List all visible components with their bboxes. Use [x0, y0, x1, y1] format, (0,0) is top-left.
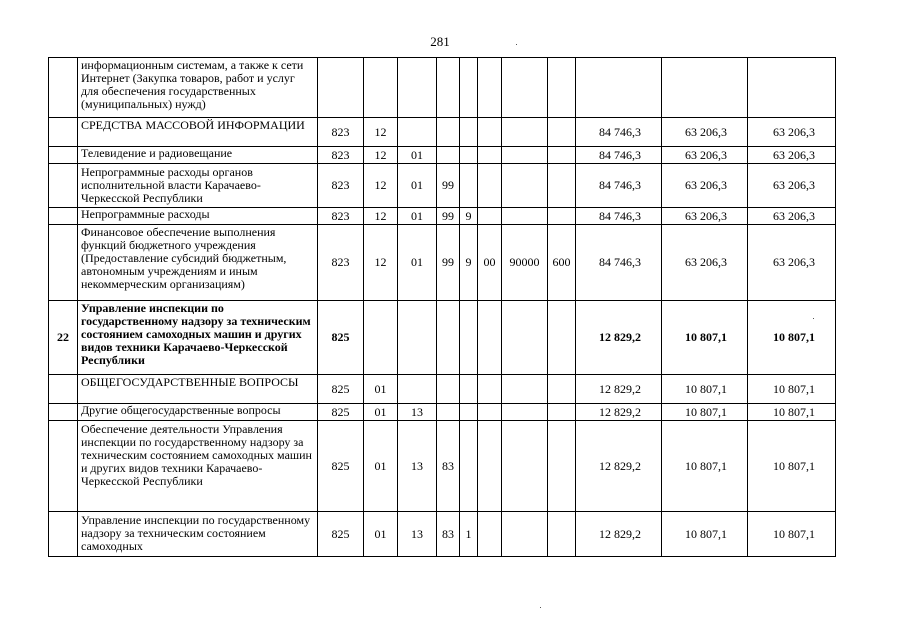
vr-code — [548, 301, 576, 375]
rz-code: 12 — [364, 164, 398, 208]
ved-code — [318, 58, 364, 118]
rz-code: 12 — [364, 225, 398, 301]
ved-code: 823 — [318, 208, 364, 225]
subprogram-code: 9 — [460, 225, 478, 301]
amount-year-1: 12 829,2 — [576, 404, 662, 421]
table-row — [49, 512, 836, 557]
rz-code: 12 — [364, 118, 398, 147]
table-row — [49, 147, 836, 164]
vr-code: 600 — [548, 225, 576, 301]
pr-code: 13 — [398, 404, 437, 421]
vr-code — [548, 208, 576, 225]
vr-code — [548, 147, 576, 164]
ved-code: 823 — [318, 225, 364, 301]
amount-year-2: 10 807,1 — [662, 404, 748, 421]
rz-code: 12 — [364, 147, 398, 164]
program-code — [437, 118, 460, 147]
amount-year-2: 10 807,1 — [662, 512, 748, 557]
ved-code: 823 — [318, 164, 364, 208]
subprogram-code — [460, 118, 478, 147]
subprogram-code: 9 — [460, 208, 478, 225]
vr-code — [548, 58, 576, 118]
direction-code — [502, 375, 548, 404]
amount-year-3: 10 807,1 — [748, 404, 836, 421]
rz-code: 01 — [364, 404, 398, 421]
amount-year-2: 63 206,3 — [662, 225, 748, 301]
item-name: Управление инспекции по государственному надзору за техническим состоянием самоходных машин и других видов техники Карачаево-Черкесской Республики — [78, 301, 318, 375]
amount-year-2 — [662, 58, 748, 118]
amount-year-2: 63 206,3 — [662, 164, 748, 208]
pr-code: 01 — [398, 208, 437, 225]
activity-code: 00 — [478, 225, 502, 301]
rz-code: 01 — [364, 375, 398, 404]
amount-year-2: 10 807,1 — [662, 301, 748, 375]
table-row — [49, 208, 836, 225]
row-number — [49, 164, 78, 208]
amount-year-2: 10 807,1 — [662, 421, 748, 512]
activity-code — [478, 512, 502, 557]
ved-code: 825 — [318, 404, 364, 421]
rz-code: 01 — [364, 421, 398, 512]
amount-year-3: 63 206,3 — [748, 225, 836, 301]
ved-code: 823 — [318, 147, 364, 164]
pr-code: 01 — [398, 147, 437, 164]
amount-year-1: 84 746,3 — [576, 208, 662, 225]
program-code: 99 — [437, 164, 460, 208]
table-row — [49, 301, 836, 375]
row-number — [49, 421, 78, 512]
amount-year-1: 84 746,3 — [576, 147, 662, 164]
program-code: 83 — [437, 421, 460, 512]
item-name: ОБЩЕГОСУДАРСТВЕННЫЕ ВОПРОСЫ — [78, 375, 318, 404]
direction-code — [502, 147, 548, 164]
amount-year-3: 10 807,1 — [748, 375, 836, 404]
activity-code — [478, 118, 502, 147]
row-number — [49, 404, 78, 421]
item-name: Управление инспекции по государственному надзору за техническим состоянием самоходных — [78, 512, 318, 557]
amount-year-3: 63 206,3 — [748, 147, 836, 164]
table-row — [49, 164, 836, 208]
table-row — [49, 404, 836, 421]
direction-code: 90000 — [502, 225, 548, 301]
subprogram-code — [460, 58, 478, 118]
rz-code: 12 — [364, 208, 398, 225]
amount-year-1: 84 746,3 — [576, 164, 662, 208]
amount-year-3: 10 807,1 — [748, 421, 836, 512]
item-name: Телевидение и радиовещание — [78, 147, 318, 164]
amount-year-3: 63 206,3 — [748, 118, 836, 147]
vr-code — [548, 512, 576, 557]
pr-code: 01 — [398, 225, 437, 301]
row-number — [49, 375, 78, 404]
pr-code — [398, 58, 437, 118]
program-code: 83 — [437, 512, 460, 557]
row-number — [49, 58, 78, 118]
program-code — [437, 58, 460, 118]
activity-code — [478, 208, 502, 225]
subprogram-code — [460, 164, 478, 208]
amount-year-2: 63 206,3 — [662, 208, 748, 225]
amount-year-1: 12 829,2 — [576, 421, 662, 512]
activity-code — [478, 404, 502, 421]
direction-code — [502, 164, 548, 208]
amount-year-3 — [748, 58, 836, 118]
activity-code — [478, 164, 502, 208]
amount-year-1: 84 746,3 — [576, 118, 662, 147]
activity-code — [478, 375, 502, 404]
item-name: Непрограммные расходы — [78, 208, 318, 225]
vr-code — [548, 375, 576, 404]
table-row — [49, 375, 836, 404]
row-number — [49, 208, 78, 225]
ved-code: 823 — [318, 118, 364, 147]
ved-code: 825 — [318, 421, 364, 512]
vr-code — [548, 118, 576, 147]
row-number — [49, 147, 78, 164]
amount-year-1: 12 829,2 — [576, 375, 662, 404]
rz-code — [364, 58, 398, 118]
direction-code — [502, 208, 548, 225]
row-number — [49, 225, 78, 301]
pr-code: 13 — [398, 512, 437, 557]
vr-code — [548, 421, 576, 512]
amount-year-1: 12 829,2 — [576, 512, 662, 557]
table-row — [49, 421, 836, 512]
pr-code — [398, 118, 437, 147]
amount-year-1: 12 829,2 — [576, 301, 662, 375]
program-code — [437, 147, 460, 164]
direction-code — [502, 404, 548, 421]
table-row — [49, 118, 836, 147]
amount-year-3: 63 206,3 — [748, 164, 836, 208]
vr-code — [548, 164, 576, 208]
activity-code — [478, 421, 502, 512]
pr-code: 13 — [398, 421, 437, 512]
scan-speck — [813, 318, 814, 319]
direction-code — [502, 421, 548, 512]
pr-code: 01 — [398, 164, 437, 208]
amount-year-2: 63 206,3 — [662, 118, 748, 147]
row-number — [49, 118, 78, 147]
row-number — [49, 512, 78, 557]
pr-code — [398, 301, 437, 375]
subprogram-code — [460, 404, 478, 421]
budget-table — [48, 57, 836, 557]
subprogram-code: 1 — [460, 512, 478, 557]
subprogram-code — [460, 147, 478, 164]
program-code: 99 — [437, 225, 460, 301]
amount-year-2: 63 206,3 — [662, 147, 748, 164]
activity-code — [478, 58, 502, 118]
direction-code — [502, 512, 548, 557]
scan-speck — [516, 44, 517, 45]
vr-code — [548, 404, 576, 421]
amount-year-3: 63 206,3 — [748, 208, 836, 225]
amount-year-2: 10 807,1 — [662, 375, 748, 404]
row-number: 22 — [49, 301, 78, 375]
item-name: Обеспечение деятельности Управления инспекции по государственному надзору за техническим состоянием самоходных машин и других видов техники Карачаево-Черкесской Республики — [78, 421, 318, 512]
rz-code — [364, 301, 398, 375]
item-name: СРЕДСТВА МАССОВОЙ ИНФОРМАЦИИ — [78, 118, 318, 147]
program-code — [437, 301, 460, 375]
program-code — [437, 404, 460, 421]
direction-code — [502, 301, 548, 375]
pr-code — [398, 375, 437, 404]
ved-code: 825 — [318, 375, 364, 404]
amount-year-3: 10 807,1 — [748, 301, 836, 375]
rz-code: 01 — [364, 512, 398, 557]
table-row — [49, 58, 836, 118]
amount-year-3: 10 807,1 — [748, 512, 836, 557]
item-name: информационным системам, а также к сети Интернет (Закупка товаров, работ и услуг для обеспечения государственных (муниципальных) нужд) — [78, 58, 318, 118]
amount-year-1: 84 746,3 — [576, 225, 662, 301]
direction-code — [502, 58, 548, 118]
scan-speck — [540, 607, 541, 608]
activity-code — [478, 301, 502, 375]
subprogram-code — [460, 301, 478, 375]
item-name: Непрограммные расходы органов исполнительной власти Карачаево-Черкесской Республики — [78, 164, 318, 208]
item-name: Финансовое обеспечение выполнения функций бюджетного учреждения (Предоставление субсидий бюджетным, автономным учреждениям и иным некоммерческим организациям) — [78, 225, 318, 301]
table-row — [49, 225, 836, 301]
activity-code — [478, 147, 502, 164]
amount-year-1 — [576, 58, 662, 118]
ved-code: 825 — [318, 512, 364, 557]
program-code — [437, 375, 460, 404]
item-name: Другие общегосударственные вопросы — [78, 404, 318, 421]
subprogram-code — [460, 375, 478, 404]
subprogram-code — [460, 421, 478, 512]
ved-code: 825 — [318, 301, 364, 375]
program-code: 99 — [437, 208, 460, 225]
page-number: 281 — [430, 34, 450, 49]
direction-code — [502, 118, 548, 147]
